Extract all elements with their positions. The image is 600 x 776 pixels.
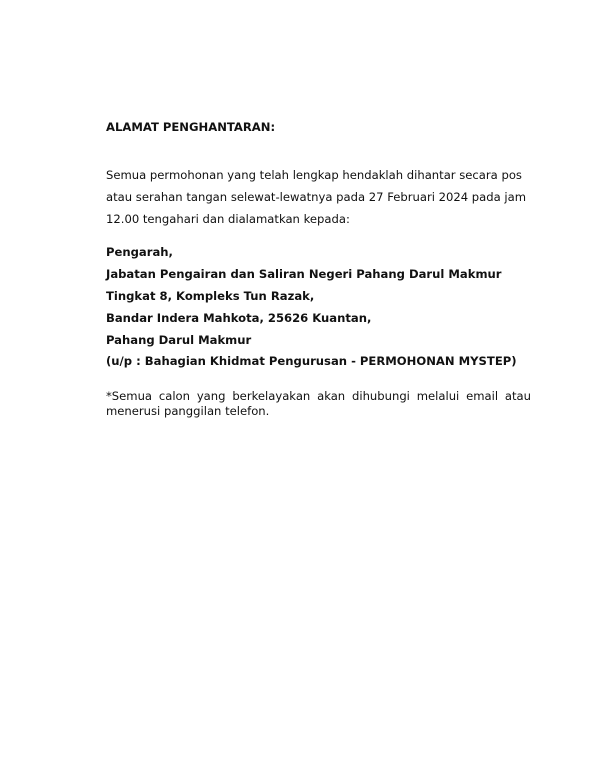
section-heading: ALAMAT PENGHANTARAN: xyxy=(106,120,276,134)
footnote: *Semua calon yang berkelayakan akan dihubungi melalui email atau menerusi panggilan telefon. xyxy=(106,389,531,418)
address-line: Jabatan Pengairan dan Saliran Negeri Pahang Darul Makmur xyxy=(106,267,502,281)
address-line: Tingkat 8, Kompleks Tun Razak, xyxy=(106,289,315,303)
paragraph-line: 12.00 tengahari dan dialamatkan kepada: xyxy=(106,212,350,226)
address-line: (u/p : Bahagian Khidmat Pengurusan - PERMOHONAN MYSTEP) xyxy=(106,354,517,368)
paragraph-line: Semua permohonan yang telah lengkap hendaklah dihantar secara pos xyxy=(106,168,522,182)
paragraph-line: atau serahan tangan selewat-lewatnya pada 27 Februari 2024 pada jam xyxy=(106,190,527,204)
address-line: Bandar Indera Mahkota, 25626 Kuantan, xyxy=(106,311,372,325)
address-line: Pengarah, xyxy=(106,245,173,259)
address-line: Pahang Darul Makmur xyxy=(106,333,252,347)
